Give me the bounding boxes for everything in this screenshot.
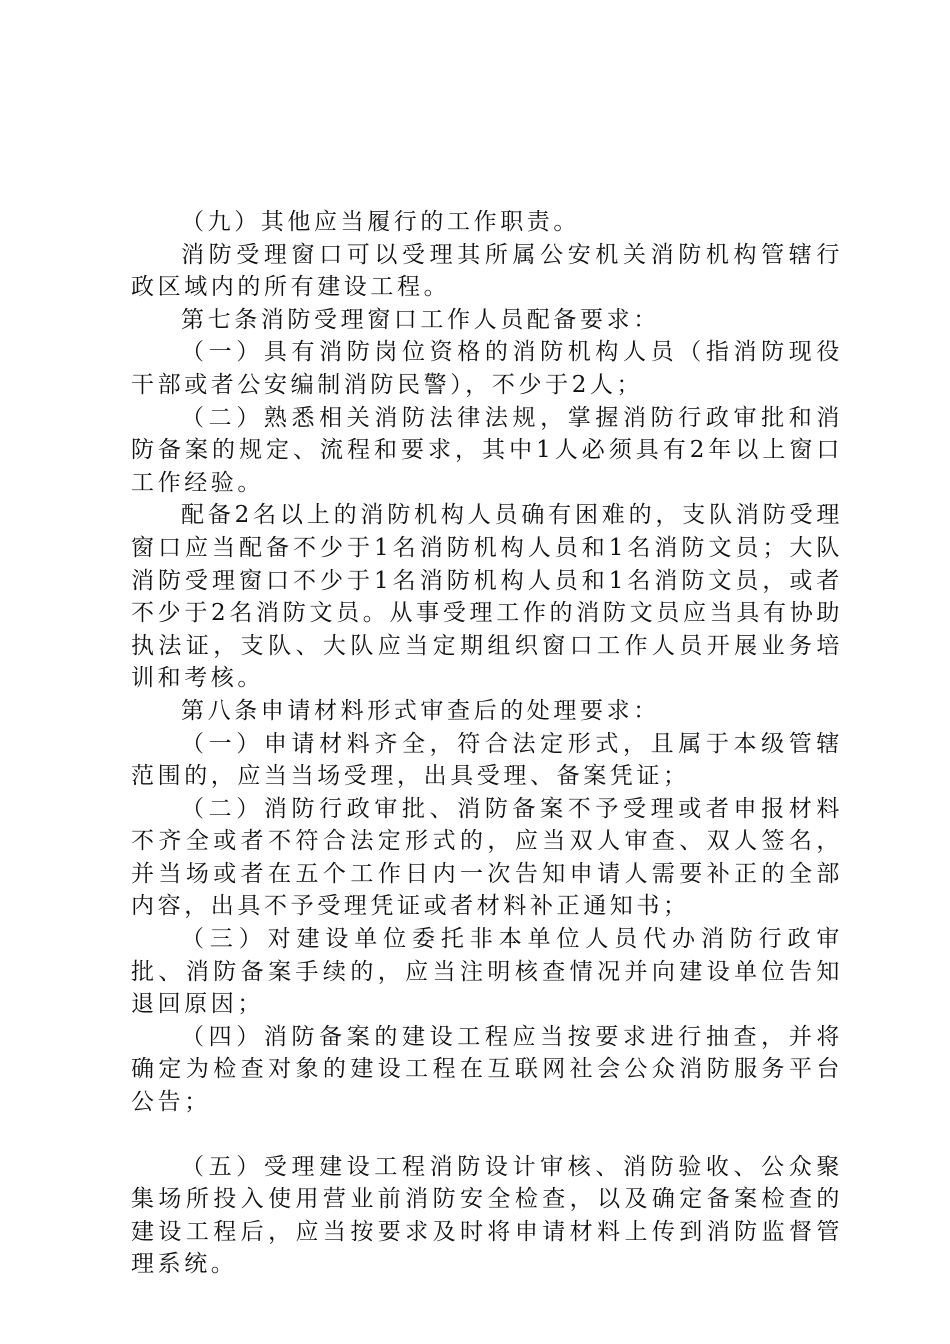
paragraph-article-seven-item-one: （一）具有消防岗位资格的消防机构人员（指消防现役干部或者公安编制消防民警），不少于2人； bbox=[131, 339, 843, 398]
paragraph-article-eight-heading: 第八条申请材料形式审查后的处理要求： bbox=[181, 697, 660, 724]
paragraph-duty-nine: （九）其他应当履行的工作职责。 bbox=[181, 209, 580, 235]
paragraph-article-eight-item-five: （五）受理建设工程消防设计审核、消防验收、公众聚集场所投入使用营业前消防安全检查，以及确定备案检查的建设工程后，应当按要求及时将申请材料上传到消防监督管理系统。 bbox=[131, 1153, 843, 1278]
paragraph-article-eight-item-four: （四）消防备案的建设工程应当按要求进行抽查，并将确定为检查对象的建设工程在互联网社会公众消防服务平台公告； bbox=[131, 1023, 843, 1116]
paragraph-article-eight-item-three: （三）对建设单位委托非本单位人员代办消防行政审批、消防备案手续的，应当注明核查情况并向建设单位告知退回原因； bbox=[131, 926, 843, 1018]
paragraph-window-scope: 消防受理窗口可以受理其所属公安机关消防机构管辖行政区域内的所有建设工程。 bbox=[131, 241, 843, 301]
paragraph-article-eight-item-two: （二）消防行政审批、消防备案不予受理或者申报材料不齐全或者不符合法定形式的，应当双人审查、双人签名，并当场或者在五个工作日内一次告知申请人需要补正的全部内容，出具不予受理凭证或者材料补正通知书； bbox=[131, 795, 843, 920]
paragraph-article-seven-item-two: （二）熟悉相关消防法律法规，掌握消防行政审批和消防备案的规定、流程和要求，其中1人必须具有2年以上窗口工作经验。 bbox=[131, 404, 843, 496]
paragraph-article-eight-item-one: （一）申请材料齐全，符合法定形式，且属于本级管辖范围的，应当当场受理，出具受理、备案凭证； bbox=[131, 730, 843, 790]
paragraph-article-seven-heading: 第七条消防受理窗口工作人员配备要求： bbox=[181, 306, 660, 333]
paragraph-staffing-alternative: 配备2名以上的消防机构人员确有困难的，支队消防受理窗口应当配备不少于1名消防机构人员和1名消防文员；大队消防受理窗口不少于1名消防机构人员和1名消防文员，或者不少于2名消防文员。从事受理工作的消防文员应当具有协助执法证，支队、大队应当定期组织窗口工作人员开展业务培训和考核。 bbox=[131, 502, 843, 692]
document-body bbox=[131, 206, 843, 1281]
